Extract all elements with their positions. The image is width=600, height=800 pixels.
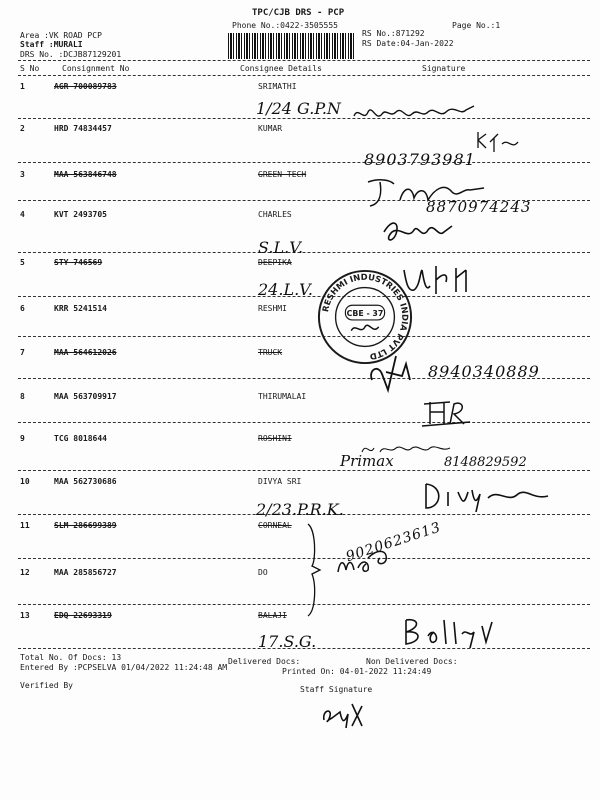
row-sno: 10 bbox=[20, 477, 30, 486]
handwritten-phone: 8870974243 bbox=[426, 198, 532, 216]
col-consignment: Consignment No bbox=[62, 64, 130, 73]
row-sno: 5 bbox=[20, 258, 25, 267]
row-consignee: ROSHINI bbox=[258, 434, 292, 443]
row-sno: 2 bbox=[20, 124, 25, 133]
handwritten-address: S.L.V. bbox=[258, 238, 304, 257]
row-consignment: SLM 286699389 bbox=[54, 521, 117, 530]
row-consignee: DEEPIKA bbox=[258, 258, 292, 267]
col-signature: Signature bbox=[422, 64, 466, 73]
stamp-center: CBE - 37 bbox=[346, 309, 384, 319]
row-consignment: HRD 74834457 bbox=[54, 124, 112, 133]
row-consignee: DIVYA SRI bbox=[258, 477, 302, 486]
row-consignment: TCG 8018644 bbox=[54, 434, 107, 443]
row-sno: 7 bbox=[20, 348, 25, 357]
staff-signature-label: Staff Signature bbox=[300, 685, 373, 694]
row-consignment: KRR 5241514 bbox=[54, 304, 107, 313]
divider bbox=[18, 60, 590, 61]
handwritten-address: 1/24 G.P.N bbox=[256, 99, 341, 118]
row-consignee: TRUCK bbox=[258, 348, 283, 357]
col-sno: S No bbox=[20, 64, 40, 73]
row-consignment: MAA 564612026 bbox=[54, 348, 117, 357]
row-consignment: MAA 563846748 bbox=[54, 170, 117, 179]
row-sno: 9 bbox=[20, 434, 25, 443]
handwritten-address: 24.L.V. bbox=[258, 280, 313, 299]
staff-label: Staff :MURALI bbox=[20, 40, 83, 49]
barcode bbox=[228, 33, 356, 59]
row-consignee: CORNEAL bbox=[258, 521, 292, 530]
rs-number: RS No.:871292 bbox=[362, 29, 425, 38]
phone-number: Phone No.:0422-3505555 bbox=[232, 21, 338, 30]
table-row bbox=[0, 170, 600, 190]
rs-date: RS Date:04-Jan-2022 bbox=[362, 39, 454, 48]
document-title: TPC/CJB DRS - PCP bbox=[252, 8, 345, 18]
row-consignee: BALAJI bbox=[258, 611, 287, 620]
page-number: Page No.:1 bbox=[452, 21, 501, 30]
handwritten-name: Primax bbox=[340, 452, 394, 470]
row-sno: 6 bbox=[20, 304, 25, 313]
row-consignment: MAA 562730686 bbox=[54, 477, 117, 486]
handwritten-phone: 8148829592 bbox=[444, 455, 527, 470]
delivered-docs: Delivered Docs: bbox=[228, 657, 301, 666]
handwritten-address: 2/23.P.R.K. bbox=[256, 500, 344, 519]
area-label: Area :VK ROAD PCP bbox=[20, 31, 102, 40]
handwritten-signature bbox=[378, 214, 458, 250]
row-sno: 4 bbox=[20, 210, 25, 219]
row-consignee: CHARLES bbox=[258, 210, 292, 219]
row-consignment: EDQ 22693319 bbox=[54, 611, 112, 620]
col-consignee: Consignee Details bbox=[240, 64, 322, 73]
row-consignment: STY 746569 bbox=[54, 258, 103, 267]
printed-on: Printed On: 04-01-2022 11:24:49 bbox=[282, 667, 432, 676]
staff-signature bbox=[318, 696, 368, 730]
table-row bbox=[0, 434, 600, 454]
table-row bbox=[0, 304, 600, 324]
handwritten-phone: 9020623613 bbox=[344, 519, 444, 566]
row-consignment: AGR 700089783 bbox=[54, 82, 117, 91]
entered-by: Entered By :PCPSELVA 01/04/2022 11:24:48 AM bbox=[20, 663, 228, 672]
row-consignment: KVT 2493705 bbox=[54, 210, 107, 219]
handwritten-signature bbox=[362, 350, 432, 396]
row-consignee: KUMAR bbox=[258, 124, 283, 133]
row-sno: 8 bbox=[20, 392, 25, 401]
row-sno: 12 bbox=[20, 568, 30, 577]
table-row bbox=[0, 392, 600, 412]
row-sno: 11 bbox=[20, 521, 30, 530]
verified-by: Verified By bbox=[20, 681, 73, 690]
row-sno: 3 bbox=[20, 170, 25, 179]
row-consignment: MAA 285856727 bbox=[54, 568, 117, 577]
handwritten-signature bbox=[350, 100, 480, 126]
stamp-text: RESHMI INDUSTRIES INDIA PVT LTD bbox=[320, 271, 411, 362]
drs-number: DRS No. :DCJB87129201 bbox=[20, 50, 122, 59]
row-consignee: GREEN TECH bbox=[258, 170, 307, 179]
handwritten-phone: 8940340889 bbox=[428, 362, 540, 381]
handwritten-signature bbox=[420, 396, 480, 430]
row-consignee: RESHMI bbox=[258, 304, 287, 313]
row-sno: 13 bbox=[20, 611, 30, 620]
row-sno: 1 bbox=[20, 82, 25, 91]
handwritten-signature bbox=[418, 476, 558, 516]
non-delivered-docs: Non Delivered Docs: bbox=[366, 657, 458, 666]
row-consignee: DO bbox=[258, 568, 268, 577]
handwritten-address: 17.S.G. bbox=[258, 632, 317, 651]
table-row bbox=[0, 258, 600, 278]
handwritten-bracket bbox=[300, 520, 330, 620]
handwritten-signature bbox=[400, 614, 500, 650]
row-consignment: MAA 563709917 bbox=[54, 392, 117, 401]
divider bbox=[18, 75, 590, 76]
row-consignee: SRIMATHI bbox=[258, 82, 297, 91]
handwritten-phone: 8903793981 bbox=[364, 150, 476, 169]
handwritten-initials bbox=[472, 128, 522, 154]
row-consignee: THIRUMALAI bbox=[258, 392, 307, 401]
total-docs: Total No. Of Docs: 13 bbox=[20, 653, 122, 662]
